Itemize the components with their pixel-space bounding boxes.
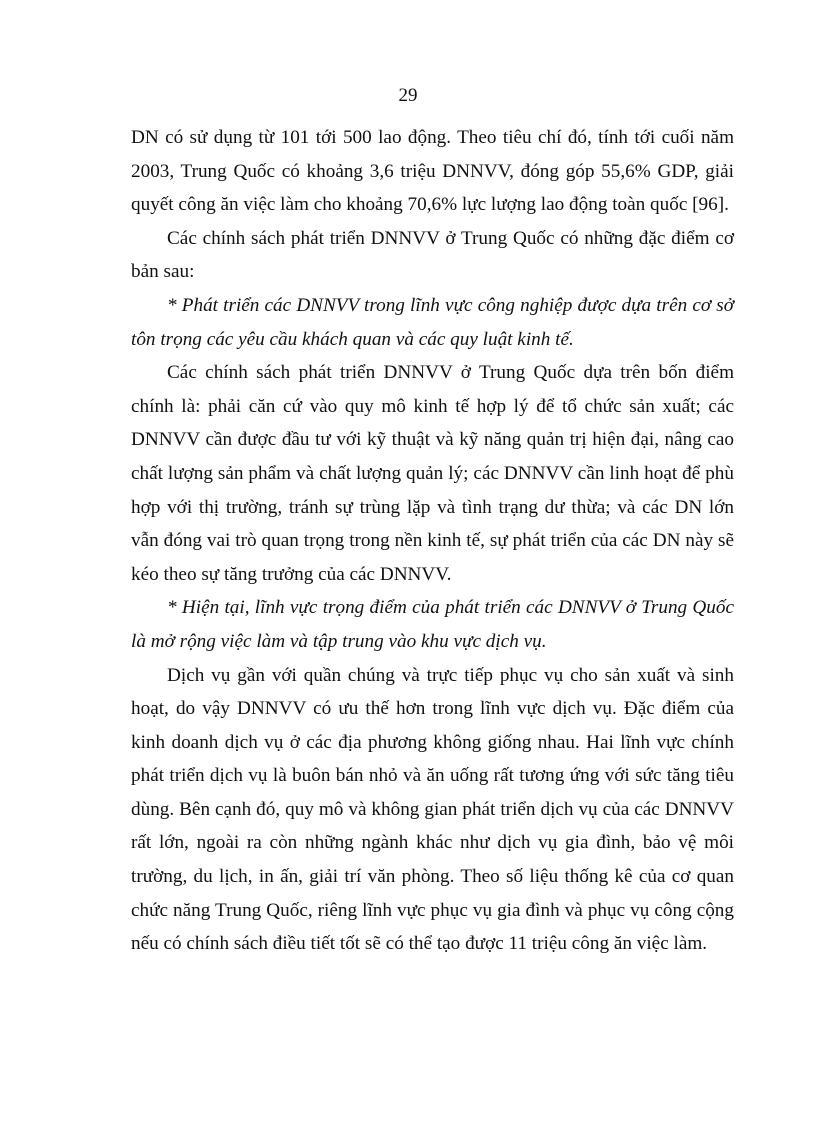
paragraph-heading-employment-services: * Hiện tại, lĩnh vực trọng điểm của phát triển các DNNVV ở Trung Quốc là mở rộng việc làm và tập trung vào khu vực dịch vụ.: [131, 597, 734, 652]
paragraph-policy-four-points: Các chính sách phát triển DNNVV ở Trung Quốc dựa trên bốn điểm chính là: phải căn cứ vào quy mô kinh tế hợp lý để tổ chức sản xuất; các DNNVV cần được đầu tư với kỹ thuật và kỹ năng quản trị hiện đại, nâng cao chất lượng sản phẩm và chất lượng quản lý; các DNNVV cần linh hoạt để phù hợp với thị trường, tránh sự trùng lặp và tình trạng dư thừa; và các DN lớn vẫn đóng vai trò quan trọng trong nền kinh tế, sự phát triển của các DN này sẽ kéo theo sự tăng trưởng của các DNNVV.: [131, 362, 734, 585]
body-text: [131, 121, 734, 961]
paragraph-policy-intro: Các chính sách phát triển DNNVV ở Trung Quốc có những đặc điểm cơ bản sau:: [131, 227, 734, 283]
paragraph-sme-statistics: DN có sử dụng từ 101 tới 500 lao động. Theo tiêu chí đó, tính tới cuối năm 2003, Trung Quốc có khoảng 3,6 triệu DNNVV, đóng góp 55,6% GDP, giải quyết công ăn việc làm cho khoảng 70,6% lực lượng lao động toàn quốc [96].: [131, 127, 734, 216]
paragraph-heading-industrial-development: * Phát triển các DNNVV trong lĩnh vực công nghiệp được dựa trên cơ sở tôn trọng các yêu cầu khách quan và các quy luật kinh tế.: [131, 294, 734, 350]
page-number: 29: [398, 85, 418, 106]
paragraph-services-sector: Dịch vụ gần với quần chúng và trực tiếp phục vụ cho sản xuất và sinh hoạt, do vậy DNNVV có ưu thế hơn trong lĩnh vực dịch vụ. Đặc điểm của kinh doanh dịch vụ ở các địa phương không giống nhau. Hai lĩnh vực chính phát triển dịch vụ là buôn bán nhỏ và ăn uống rất tương ứng với sức tăng tiêu dùng. Bên cạnh đó, quy mô và không gian phát triển dịch vụ của các DNNVV rất lớn, ngoài ra còn những ngành khác như dịch vụ gia đình, bảo vệ môi trường, du lịch, in ấn, giải trí văn phòng. Theo số liệu thống kê của cơ quan chức năng Trung Quốc, riêng lĩnh vực phục vụ gia đình và phục vụ công cộng nếu có chính sách điều tiết tốt sẽ có thể tạo được 11 triệu công ăn việc làm.: [131, 664, 734, 955]
